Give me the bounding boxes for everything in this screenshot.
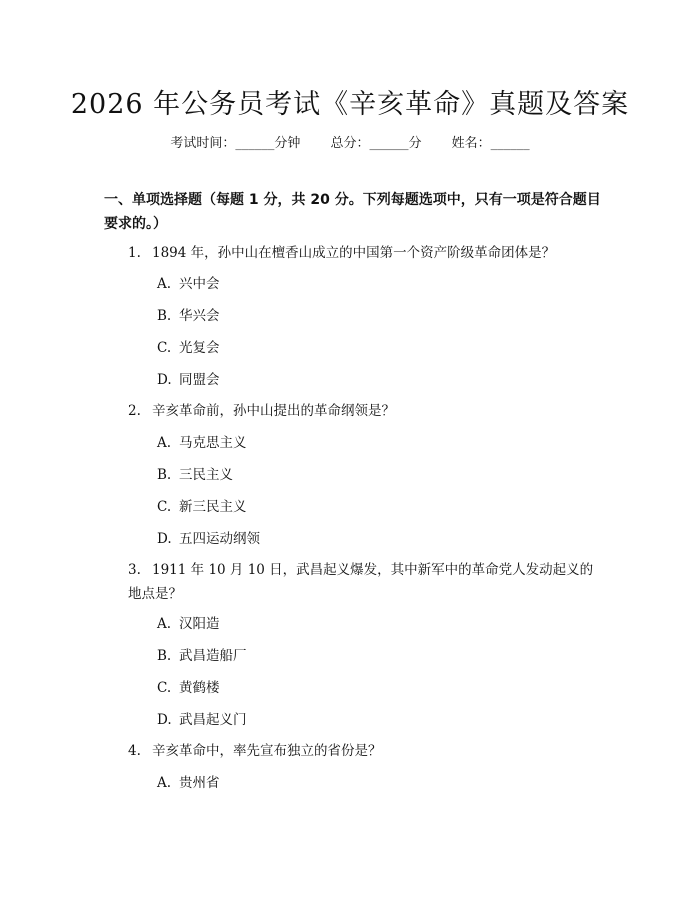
option-letter: C. (157, 680, 172, 696)
option-letter: A. (157, 435, 172, 451)
option-text: 黄鹤楼 (179, 680, 220, 696)
exam-time-field: 考试时间：______分钟 (170, 136, 301, 151)
option-letter: D. (157, 712, 172, 728)
question-number: 2. (128, 403, 141, 419)
question-text: 辛亥革命前，孙中山提出的革命纲领是？ (152, 403, 395, 419)
option-letter: B. (157, 467, 172, 483)
option-letter: A. (157, 775, 172, 791)
option-text: 同盟会 (179, 372, 220, 388)
option-2d (157, 529, 260, 549)
option-2a (157, 433, 247, 453)
option-3b (157, 646, 247, 666)
option-text: 武昌起义门 (179, 712, 247, 728)
option-letter: D. (157, 531, 172, 547)
option-text: 汉阳造 (179, 616, 220, 632)
question-1 (128, 241, 598, 265)
question-text: 辛亥革命中，率先宣布独立的省份是？ (152, 743, 382, 759)
option-3c (157, 678, 220, 698)
name-field: 姓名：______ (451, 136, 530, 151)
question-text: 1911 年 10 月 10 日，武昌起义爆发，其中新军中的革命党人发动起义的地点是？ (128, 562, 594, 602)
option-text: 武昌造船厂 (179, 648, 247, 664)
option-letter: C. (157, 340, 172, 356)
option-3d (157, 710, 247, 730)
question-number: 3. (128, 562, 141, 578)
option-text: 三民主义 (179, 467, 233, 483)
option-letter: A. (157, 616, 172, 632)
question-4 (128, 739, 598, 763)
option-2c (157, 497, 247, 517)
question-2 (128, 399, 598, 423)
page-title: 2026 年公务员考试《辛亥革命》真题及答案 (70, 89, 630, 120)
question-text: 1894 年，孙中山在檀香山成立的中国第一个资产阶级革命团体是？ (152, 245, 556, 261)
option-letter: B. (157, 308, 172, 324)
option-2b (157, 465, 233, 485)
option-text: 华兴会 (179, 308, 220, 324)
option-1c (157, 338, 220, 358)
question-number: 4. (128, 743, 141, 759)
option-text: 兴中会 (179, 276, 220, 292)
option-1a (157, 274, 220, 294)
option-text: 光复会 (179, 340, 220, 356)
option-text: 新三民主义 (179, 499, 247, 515)
section-heading: 一、单项选择题（每题 1 分，共 20 分。下列每题选项中，只有一项是符合题目要求的。） (104, 192, 601, 232)
option-letter: B. (157, 648, 172, 664)
option-letter: D. (157, 372, 172, 388)
exam-info-row (0, 132, 700, 151)
option-text: 贵州省 (179, 775, 220, 791)
option-1b (157, 306, 220, 326)
option-text: 马克思主义 (179, 435, 247, 451)
option-letter: A. (157, 276, 172, 292)
option-letter: C. (157, 499, 172, 515)
question-3 (128, 558, 598, 606)
option-3a (157, 614, 220, 634)
question-number: 1. (128, 245, 141, 261)
option-4a (157, 773, 220, 793)
option-1d (157, 370, 220, 390)
total-score-field: 总分：______分 (330, 136, 422, 151)
option-text: 五四运动纲领 (179, 531, 260, 547)
